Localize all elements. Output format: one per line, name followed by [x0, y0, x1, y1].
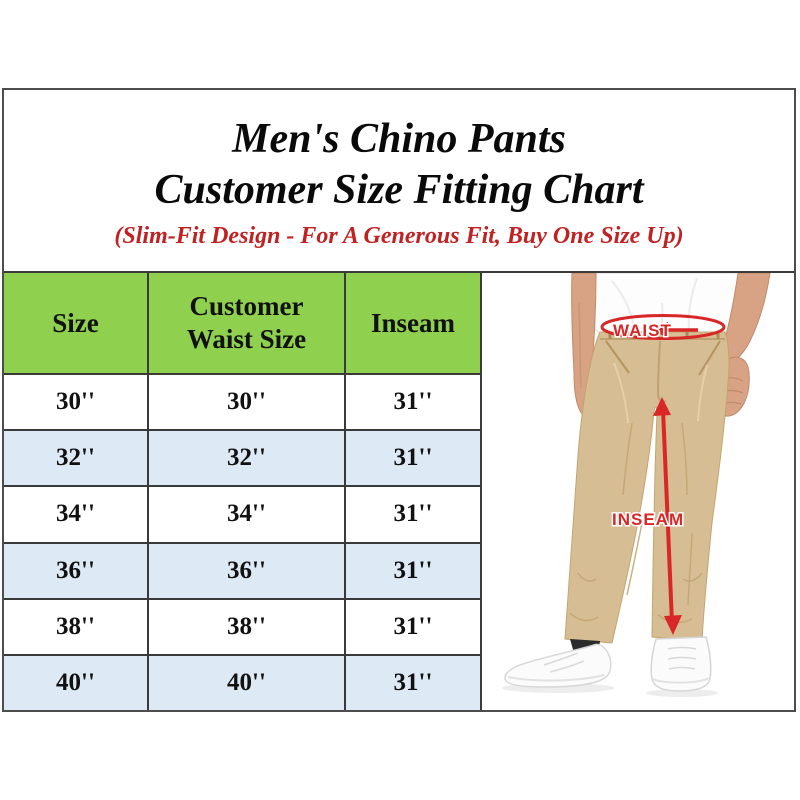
- cell-waist: 32'': [149, 431, 346, 485]
- cell-waist: 36'': [149, 544, 346, 598]
- header-size: Size: [4, 273, 149, 373]
- title-line-1: Men's Chino Pants: [232, 116, 566, 162]
- cell-waist: 30'': [149, 375, 346, 429]
- waist-label: WAIST: [613, 321, 672, 340]
- chino-pants-model-illustration: [482, 273, 794, 710]
- cell-waist: 38'': [149, 600, 346, 654]
- cell-waist: 34'': [149, 487, 346, 541]
- model-photo: [482, 273, 794, 710]
- cell-size: 38'': [4, 600, 149, 654]
- cell-waist: 40'': [149, 656, 346, 710]
- content-row: [4, 271, 794, 710]
- chart-frame: [2, 88, 796, 712]
- table-row: [4, 544, 480, 600]
- cell-inseam: 31'': [393, 556, 433, 584]
- table-row: [4, 600, 480, 656]
- header-customer-waist-size: Customer Waist Size: [149, 273, 346, 373]
- table-row: [4, 656, 480, 710]
- table-header-row: [4, 273, 480, 375]
- table-row: [4, 431, 480, 487]
- cell-size: 32'': [4, 431, 149, 485]
- cell-inseam: 31'': [393, 444, 433, 472]
- table-row: [4, 487, 480, 543]
- table-row: [4, 375, 480, 431]
- subtitle: (Slim-Fit Design - For A Generous Fit, Buy One Size Up): [114, 223, 684, 249]
- cell-inseam: 31'': [393, 388, 433, 416]
- cell-inseam: 31'': [393, 668, 433, 696]
- cell-size: 30'': [4, 375, 149, 429]
- cell-inseam: 31'': [393, 500, 433, 528]
- header-inseam: Inseam: [370, 307, 455, 338]
- title-block: [4, 90, 794, 271]
- size-table: [4, 273, 482, 710]
- cell-size: 34'': [4, 487, 149, 541]
- cell-inseam: 31'': [393, 612, 433, 640]
- cell-size: 40'': [4, 656, 149, 710]
- right-sneaker: [651, 637, 711, 691]
- inseam-label: INSEAM: [612, 510, 685, 529]
- chino-pants: [565, 332, 729, 643]
- title-line-2: Customer Size Fitting Chart: [154, 167, 644, 213]
- cell-size: 36'': [4, 544, 149, 598]
- left-sneaker: [505, 644, 611, 687]
